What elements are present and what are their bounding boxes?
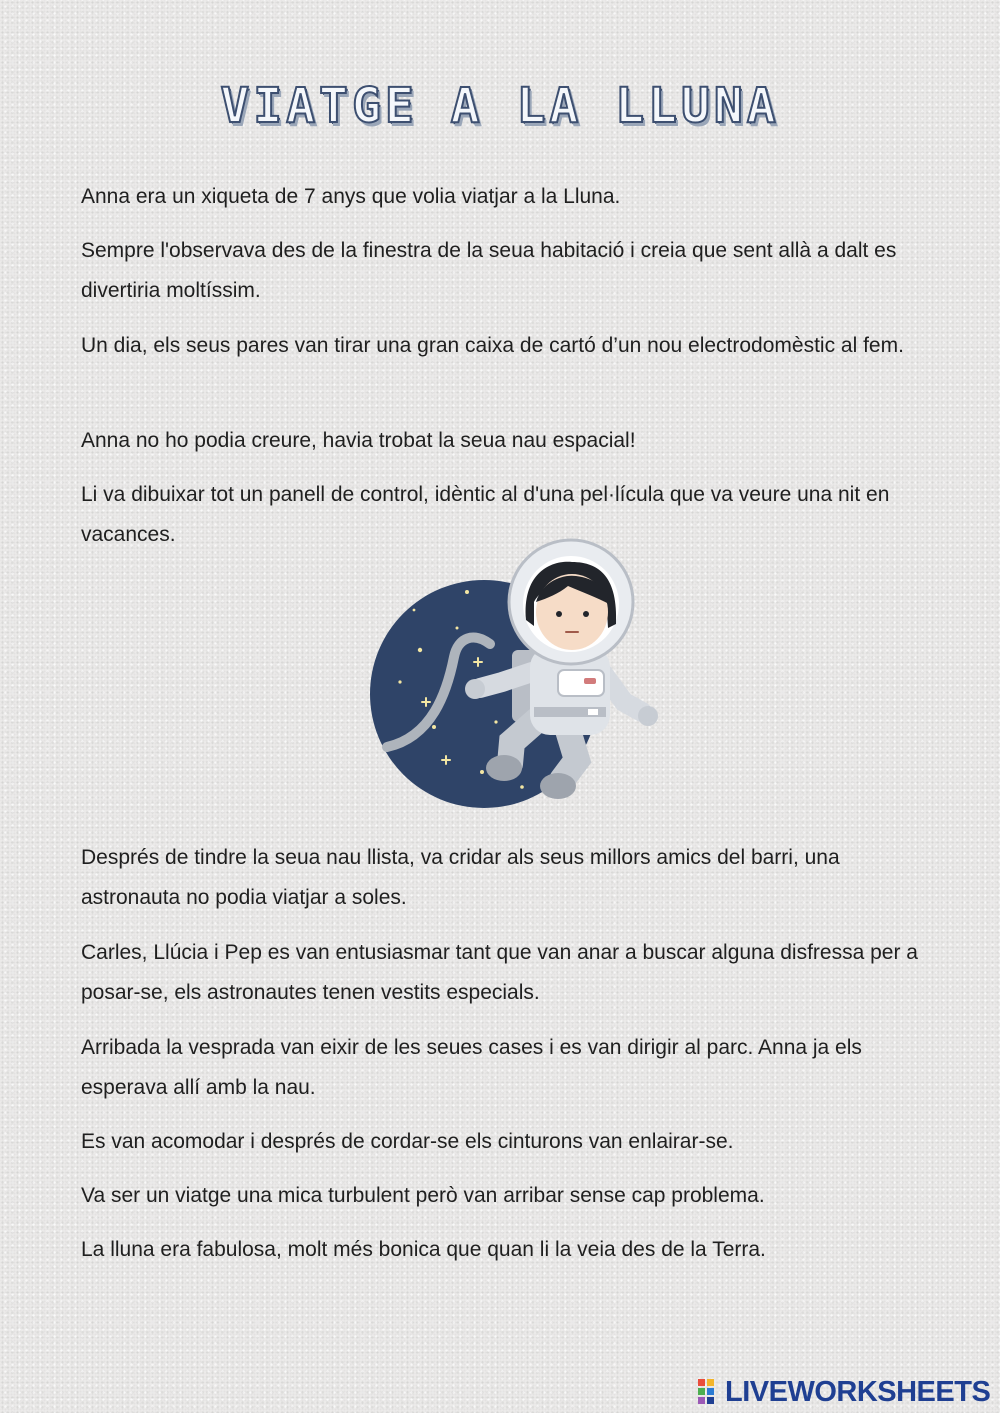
paragraph-1: Anna era un xiqueta de 7 anys que volia viatjar a la Lluna.	[81, 185, 621, 208]
liveworksheets-logo[interactable]	[697, 1374, 997, 1410]
paragraph-2: Sempre l'observava des de la finestra de la seua habitació i creia que sent allà a dalt es divertiria moltíssim.	[81, 239, 897, 302]
paragraph-11: La lluna era fabulosa, molt més bonica que quan li la veia des de la Terra.	[81, 1238, 766, 1261]
liveworksheets-brand-text: LIVEWORKSHEETS	[725, 1375, 991, 1408]
paragraph-3: Un dia, els seus pares van tirar una gran caixa de cartó d’un nou electrodomèstic al fem.	[81, 334, 904, 357]
paragraph-9: Es van acomodar i després de cordar-se els cinturons van enlairar-se.	[81, 1130, 734, 1153]
paragraph-5: Li va dibuixar tot un panell de control, idèntic al d'una pel·lícula que va veure una nit en vacances.	[81, 483, 890, 546]
paragraph-7: Carles, Llúcia i Pep es van entusiasmar tant que van anar a buscar alguna disfressa per a posar-se, els astronautes tenen vestits especials.	[81, 941, 918, 1004]
astronaut-illustration	[362, 532, 672, 817]
paragraph-10: Va ser un viatge una mica turbulent però van arribar sense cap problema.	[81, 1184, 765, 1207]
paragraph-6: Després de tindre la seua nau llista, va cridar als seus millors amics del barri, una astronauta no podia viatjar a soles.	[81, 846, 840, 909]
page-title: VIATGE A LA LLUNA	[220, 78, 780, 134]
paragraph-8: Arribada la vesprada van eixir de les seues cases i es van dirigir al parc. Anna ja els esperava allí amb la nau.	[81, 1036, 862, 1099]
astronaut-girl-in-space-icon	[362, 532, 672, 817]
paragraph-4: Anna no ho podia creure, havia trobat la seua nau espacial!	[81, 429, 636, 452]
liveworksheets-mark-icon	[697, 1377, 723, 1407]
